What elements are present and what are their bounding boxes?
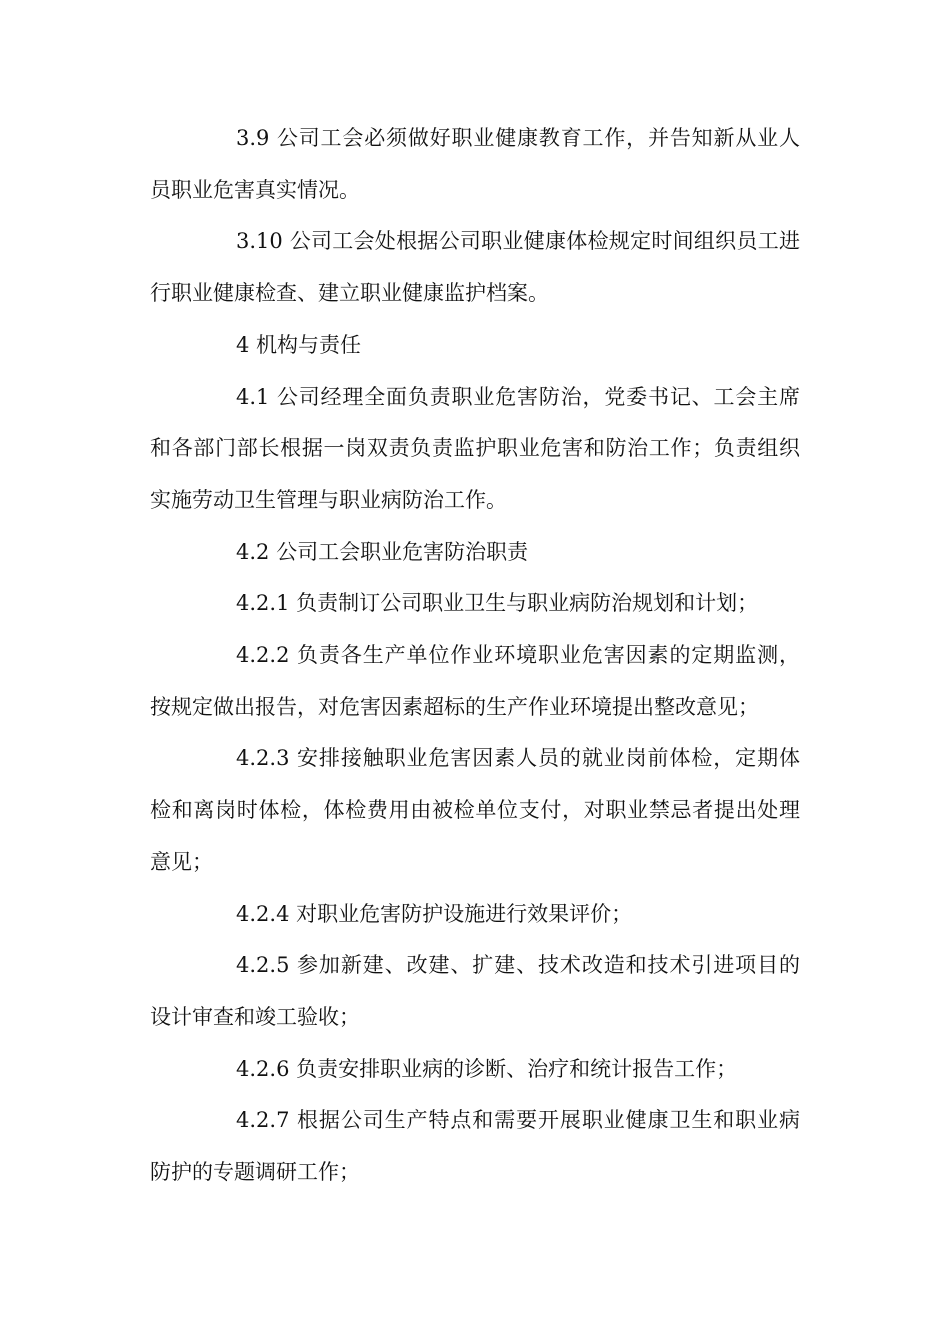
paragraph-4-1: 4.1 公司经理全面负责职业危害防治，党委书记、工会主席和各部门部长根据一岗双责负责监护职业危害和防治工作；负责组织实施劳动卫生管理与职业病防治工作。 [150,384,800,512]
paragraph-4-2-7: 4.2.7 根据公司生产特点和需要开展职业健康卫生和职业病防护的专题调研工作； [150,1108,800,1185]
paragraph-4-2-1: 4.2.1 负责制订公司职业卫生与职业病防治规划和计划； [236,591,759,616]
paragraph-3-9: 3.9 公司工会必须做好职业健康教育工作，并告知新从业人员职业危害真实情况。 [150,126,800,202]
paragraph-4-2-2: 4.2.2 负责各生产单位作业环境职业危害因素的定期监测，按规定做出报告，对危害因素超标的生产作业环境提出整改意见； [150,643,800,719]
subsection-heading-4-2: 4.2 公司工会职业危害防治职责 [236,539,529,564]
paragraph-4-2-3: 4.2.3 安排接触职业危害因素人员的就业岗前体检，定期体检和离岗时体检，体检费用由被检单位支付，对职业禁忌者提出处理意见； [150,746,800,874]
paragraph-4-2-4: 4.2.4 对职业危害防护设施进行效果评价； [236,901,633,926]
paragraph-4-2-6: 4.2.6 负责安排职业病的诊断、治疗和统计报告工作； [236,1056,738,1081]
document-body [150,113,800,1199]
paragraph-3-10: 3.10 公司工会处根据公司职业健康体检规定时间组织员工进行职业健康检查、建立职业健康监护档案。 [150,229,800,306]
section-heading-4: 4 机构与责任 [236,332,362,357]
paragraph-4-2-5: 4.2.5 参加新建、改建、扩建、技术改造和技术引进项目的设计审查和竣工验收； [150,953,800,1029]
